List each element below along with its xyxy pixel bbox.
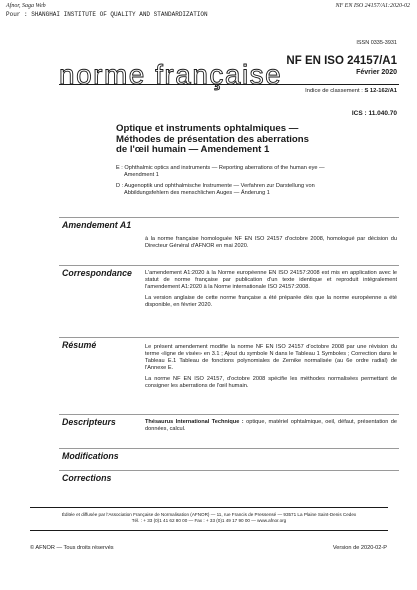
ics-code: ICS : 11.040.70 xyxy=(351,110,397,117)
copyright: © AFNOR — Tous droits réservés xyxy=(30,545,114,551)
indice-label: Indice de classement : xyxy=(305,88,363,94)
licensee-line: Pour : SHANGHAI INSTITUTE OF QUALITY AND STANDARDIZATION xyxy=(6,11,208,18)
indice-value: S 12-162/A1 xyxy=(364,88,397,94)
standard-date: Février 2020 xyxy=(356,69,397,76)
modifications-heading: Modifications xyxy=(62,451,119,461)
correspondance-paragraph-1: L'amendement A1:2020 à la Norme européenne EN ISO 24157:2008 est mis en application avec le statut de norme française par publication d'un texte identique et reproduit intégralement l'amendement A1:2020 à la Norme internationale ISO 24157:2008. xyxy=(145,270,397,290)
thesaurus-label: Thésaurus International Technique : xyxy=(145,419,244,425)
english-title xyxy=(116,165,406,179)
document-reference: NF EN ISO 24157/A1:2020-02 xyxy=(335,3,410,9)
correspondance-paragraph-2: La version anglaise de cette norme française a été préparée dès que la norme européenne a été disponible, en février 2020. xyxy=(145,295,397,308)
section-separator xyxy=(59,448,399,449)
resume-paragraph-2: La norme NF EN ISO 24157, d'octobre 2008 spécifie les méthodes normalisées permettant de consigner les aberrations de l'œil humain. xyxy=(145,376,397,389)
norme-francaise-logo: norme française xyxy=(59,59,283,90)
descripteurs-body xyxy=(145,419,397,437)
german-title-line-1: D : Augenoptik und ophthalmische Instrumente — Verfahren zur Darstellung von xyxy=(116,183,315,189)
footer-divider xyxy=(30,530,388,531)
corrections-heading: Corrections xyxy=(62,473,112,483)
section-separator xyxy=(59,337,399,338)
header-divider xyxy=(59,84,399,85)
resume-body xyxy=(145,344,397,394)
correspondance-body xyxy=(145,270,397,313)
classification-index xyxy=(305,88,397,94)
descripteurs-heading: Descripteurs xyxy=(62,417,116,427)
correspondance-heading: Correspondance xyxy=(62,268,132,278)
section-separator xyxy=(59,265,399,266)
publisher-info xyxy=(30,512,388,524)
english-title-line-1: E : Ophthalmic optics and instruments — Reporting aberrations of the human eye — xyxy=(116,165,325,171)
afnor-source-line: Afnor, Saga Web xyxy=(6,3,46,9)
german-title-line-2: Abbildungsfehlern des menschlichen Auges — Änderung 1 xyxy=(124,190,270,196)
title-line-2: Méthodes de présentation des aberrations xyxy=(116,133,309,145)
amendement-paragraph: à la norme française homologuée NF EN ISO 24157 d'octobre 2008, homologué par décision du Directeur Général d'AFNOR en mai 2020. xyxy=(145,236,397,249)
french-title xyxy=(116,124,376,156)
resume-paragraph-1: Le présent amendement modifie la norme NF EN ISO 24157 d'octobre 2008 par une révision du terme «ligne de visée» en 3.1 ; Ajout du symbole N dans le Tableau 1 Symboles ; Correction dans le Tableau E.1 Tableau de fonctions polynomiales de Zernike normalisée (au 6e ordre radial) de l'Annexe E. xyxy=(145,344,397,371)
descripteurs-keywords: optique, matériel ophtalmique, oeil, défaut, présentation de données, calcul. xyxy=(145,419,398,432)
version: Version de 2020-02-P xyxy=(332,545,387,551)
issn: ISSN 0335-3931 xyxy=(356,40,397,46)
amendement-heading: Amendement A1 xyxy=(62,220,132,230)
descripteurs-paragraph xyxy=(145,419,397,433)
publisher-contact: Tél. : + 33 (0)1 41 62 80 00 — Fax : + 33 (0)1 49 17 90 00 — www.afnor.org xyxy=(131,518,287,523)
standard-number: NF EN ISO 24157/A1 xyxy=(286,55,397,67)
section-separator xyxy=(59,217,399,218)
footer-divider xyxy=(30,507,388,508)
resume-heading: Résumé xyxy=(62,340,97,350)
german-title xyxy=(116,183,406,197)
amendement-body xyxy=(145,236,397,254)
english-title-line-2: Amendment 1 xyxy=(124,172,159,178)
title-line-3: de l'œil humain — Amendement 1 xyxy=(116,144,270,155)
title-line-1: Optique et instruments ophtalmiques — xyxy=(116,123,299,134)
section-separator xyxy=(59,470,399,471)
publisher-address: Éditée et diffusée par l'Association Française de Normalisation (AFNOR) — 11, rue Francis de Pressensé — 93571 La Plaine Saint-Denis Cedex xyxy=(61,512,357,517)
section-separator xyxy=(59,414,399,415)
